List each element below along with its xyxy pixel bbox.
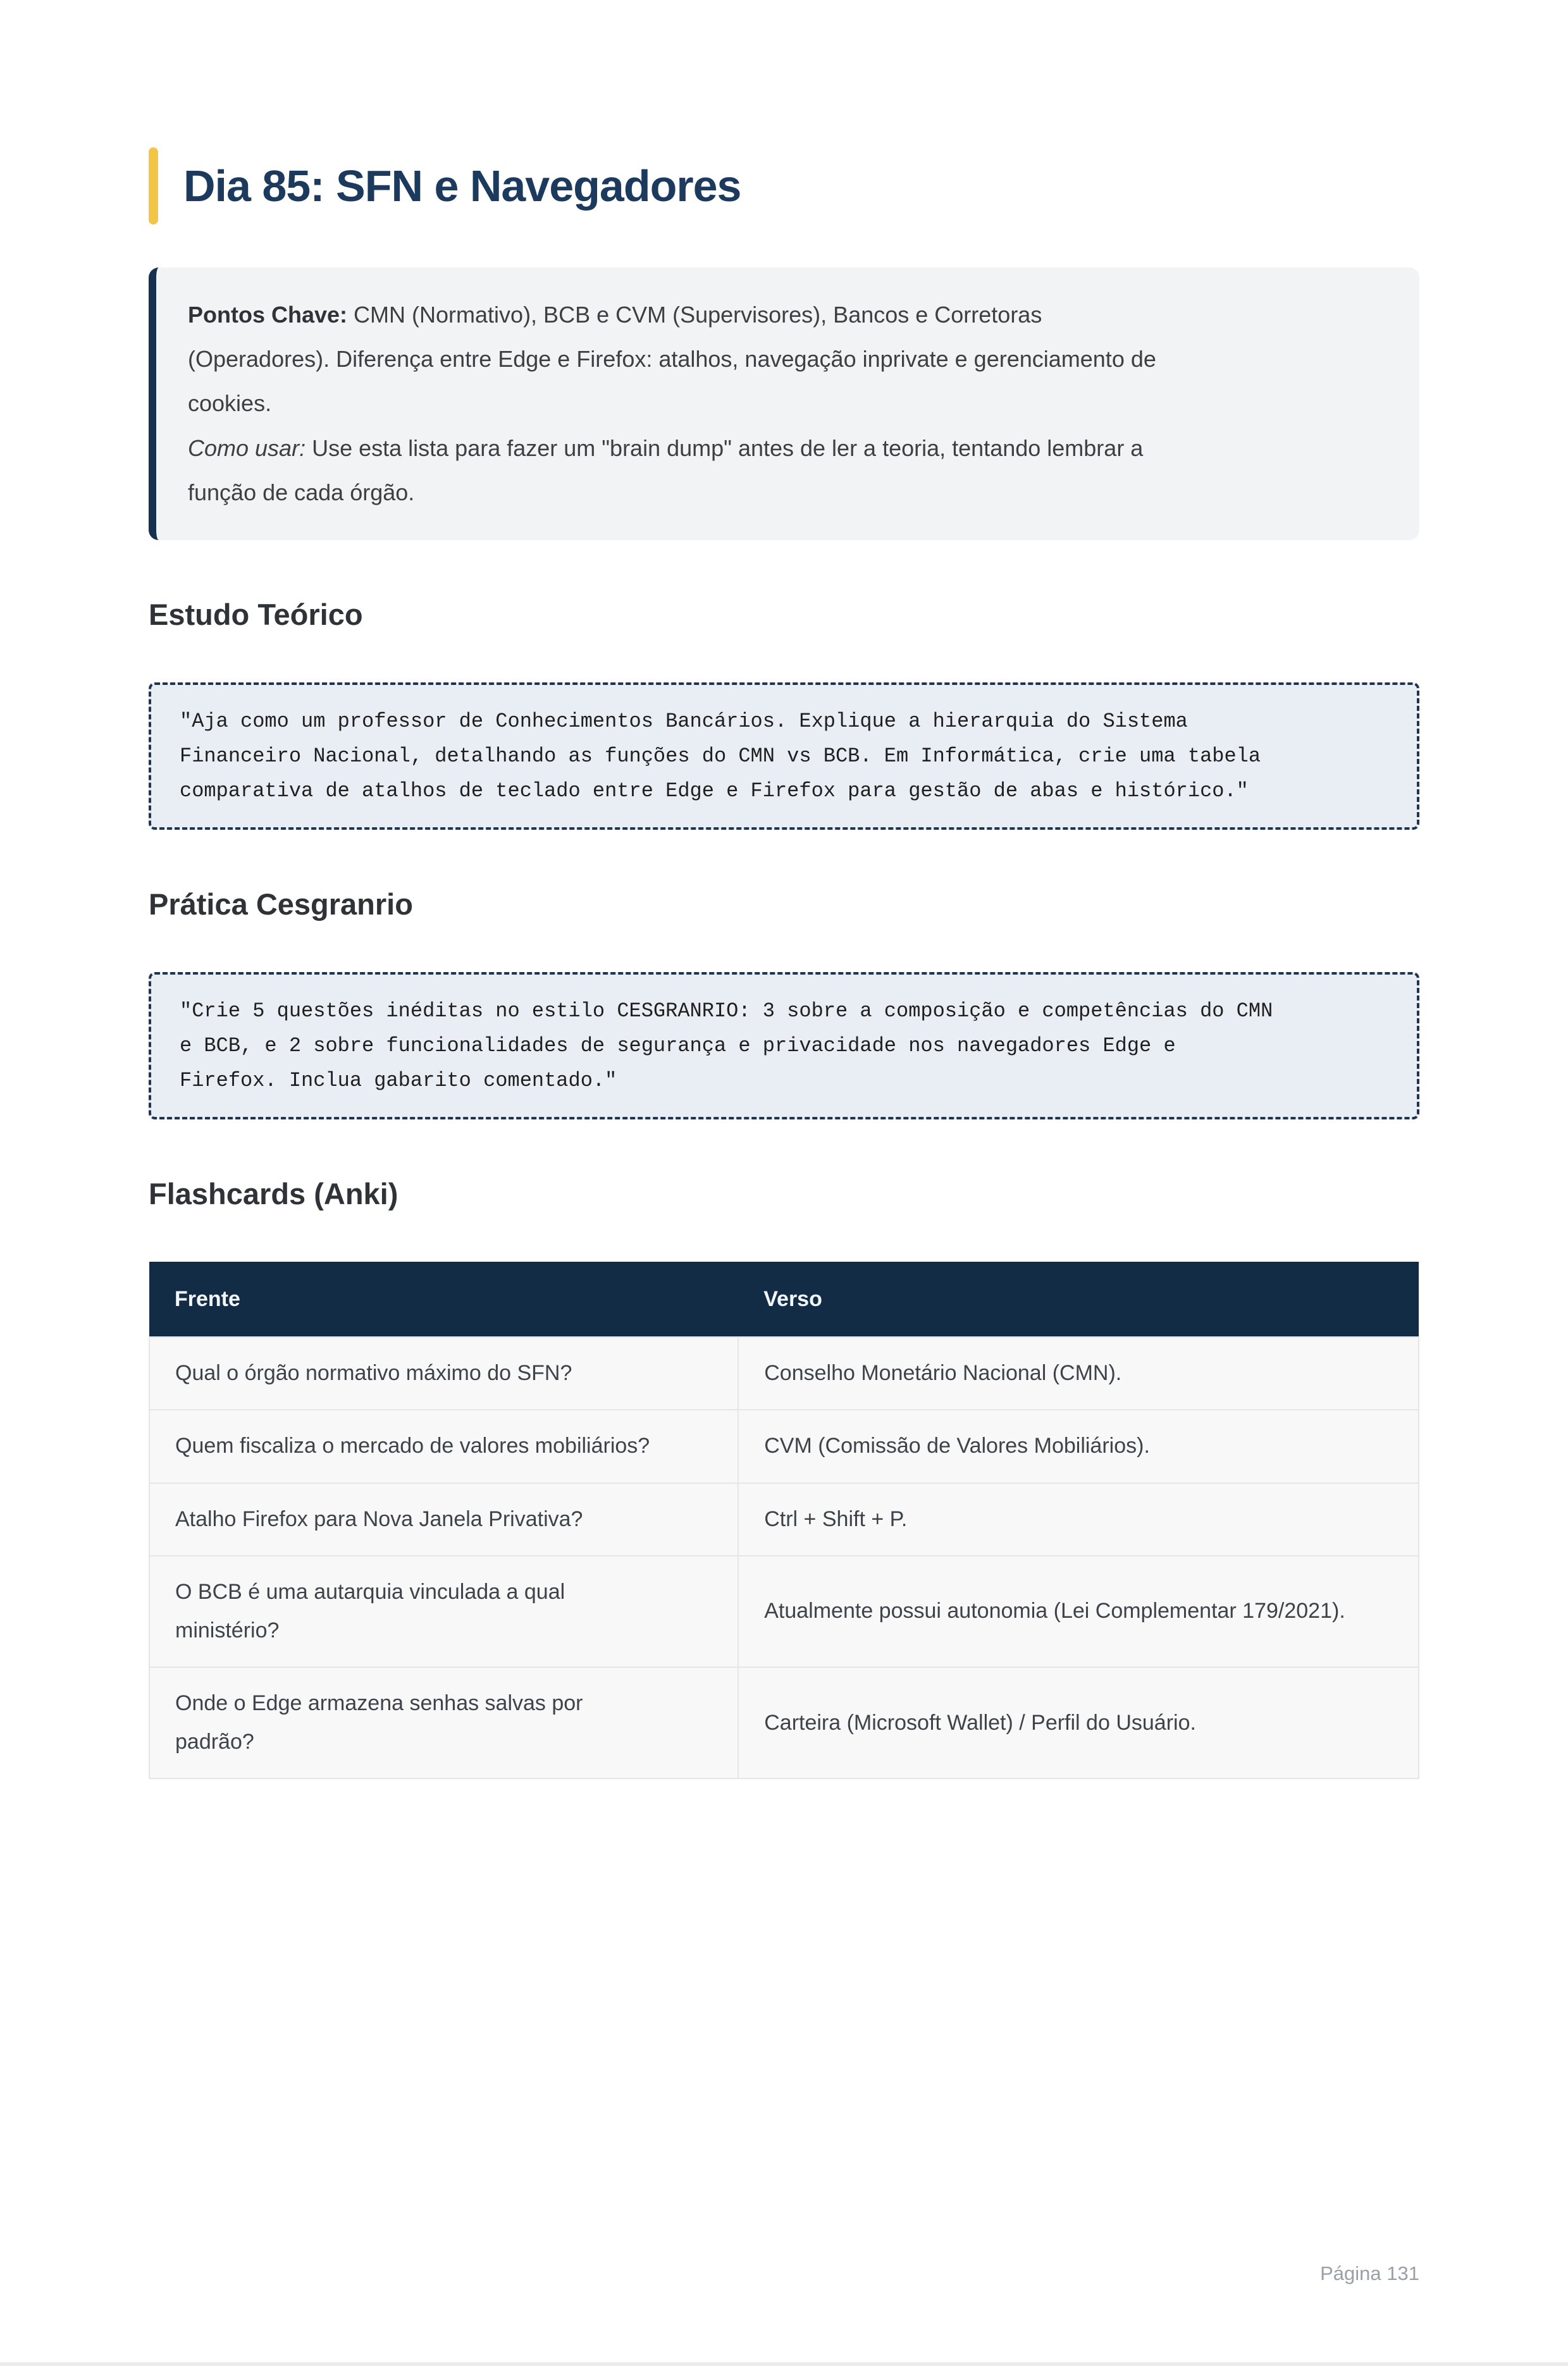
front-cell (149, 1667, 738, 1778)
back-cell (738, 1337, 1419, 1410)
front-cell (149, 1337, 738, 1410)
theory-prompt-box (149, 682, 1419, 830)
back-cell (738, 1410, 1419, 1482)
practice-prompt-box (149, 972, 1419, 1119)
front-cell-text: Onde o Edge armazena senhas salvas por padrão? (175, 1691, 583, 1754)
front-cell-text: Qual o órgão normativo máximo do SFN? (175, 1361, 572, 1386)
table-row (149, 1556, 1419, 1667)
back-cell (738, 1556, 1419, 1667)
back-cell (738, 1667, 1419, 1778)
practice-prompt-text: "Crie 5 questões inéditas no estilo CESGRANRIO: 3 sobre a composição e competências do CMN e BCB, e 2 sobre funcionalidades de segurança e privacidade nos navegadores Edge e Firefox. Inclua gabarito comentado." (180, 999, 1273, 1093)
front-cell (149, 1483, 738, 1556)
flashcards-table-head (149, 1262, 1419, 1337)
usage-text: Use esta lista para fazer um "brain dump" antes de ler a teoria, tentando lembrar a função de cada órgão. (188, 434, 1144, 505)
key-points-callout (149, 268, 1419, 540)
key-points-text: CMN (Normativo), BCB e CVM (Supervisores), Bancos e Corretoras (Operadores). Diferença entre Edge e Firefox: atalhos, navegação inprivate e gerenciamento de cookies. (188, 302, 1156, 417)
front-cell (149, 1556, 738, 1667)
column-header-back: Verso (738, 1262, 1419, 1337)
key-points-label: Pontos Chave: (188, 302, 348, 328)
front-cell-text: Quem fiscaliza o mercado de valores mobiliários? (175, 1434, 650, 1458)
section-heading-theory: Estudo Teórico (149, 597, 363, 631)
flashcards-table-body (149, 1337, 1419, 1778)
key-points-paragraph (188, 293, 1175, 426)
front-cell-text: O BCB é uma autarquia vinculada a qual ministério? (175, 1579, 565, 1642)
back-cell-text: Carteira (Microsoft Wallet) / Perfil do Usuário. (764, 1710, 1196, 1735)
back-cell-text: CVM (Comissão de Valores Mobiliários). (764, 1434, 1150, 1458)
back-cell-text: Atualmente possui autonomia (Lei Complementar 179/2021). (764, 1599, 1345, 1624)
title-accent-bar (149, 147, 158, 225)
header-row (149, 1262, 1419, 1337)
table-row (149, 1667, 1419, 1778)
document-page (0, 147, 1568, 2366)
page-title: Dia 85: SFN e Navegadores (183, 161, 741, 211)
theory-prompt-text: "Aja como um professor de Conhecimentos Bancários. Explique a hierarquia do Sistema Financeiro Nacional, detalhando as funções do CMN vs BCB. Em Informática, crie uma tabela comparativa de atalhos de teclado entre Edge e Firefox para gestão de abas e histórico." (180, 709, 1261, 803)
flashcards-table (149, 1262, 1419, 1779)
title-block (149, 147, 1419, 225)
back-cell (738, 1483, 1419, 1556)
column-header-front: Frente (149, 1262, 738, 1337)
section-heading-flashcards: Flashcards (Anki) (149, 1177, 398, 1211)
back-cell-text: Conselho Monetário Nacional (CMN). (764, 1361, 1122, 1386)
table-row (149, 1337, 1419, 1410)
table-row (149, 1483, 1419, 1556)
section-heading-practice: Prática Cesgranrio (149, 887, 413, 921)
page-content (149, 147, 1419, 1779)
bottom-edge-strip (0, 2362, 1568, 2366)
usage-label: Como usar: (188, 434, 306, 461)
back-cell-text: Ctrl + Shift + P. (764, 1506, 908, 1531)
table-row (149, 1410, 1419, 1482)
page-number: Página 131 (1320, 2262, 1419, 2284)
front-cell (149, 1410, 738, 1482)
front-cell-text: Atalho Firefox para Nova Janela Privativa? (175, 1506, 583, 1531)
usage-paragraph (188, 426, 1175, 515)
